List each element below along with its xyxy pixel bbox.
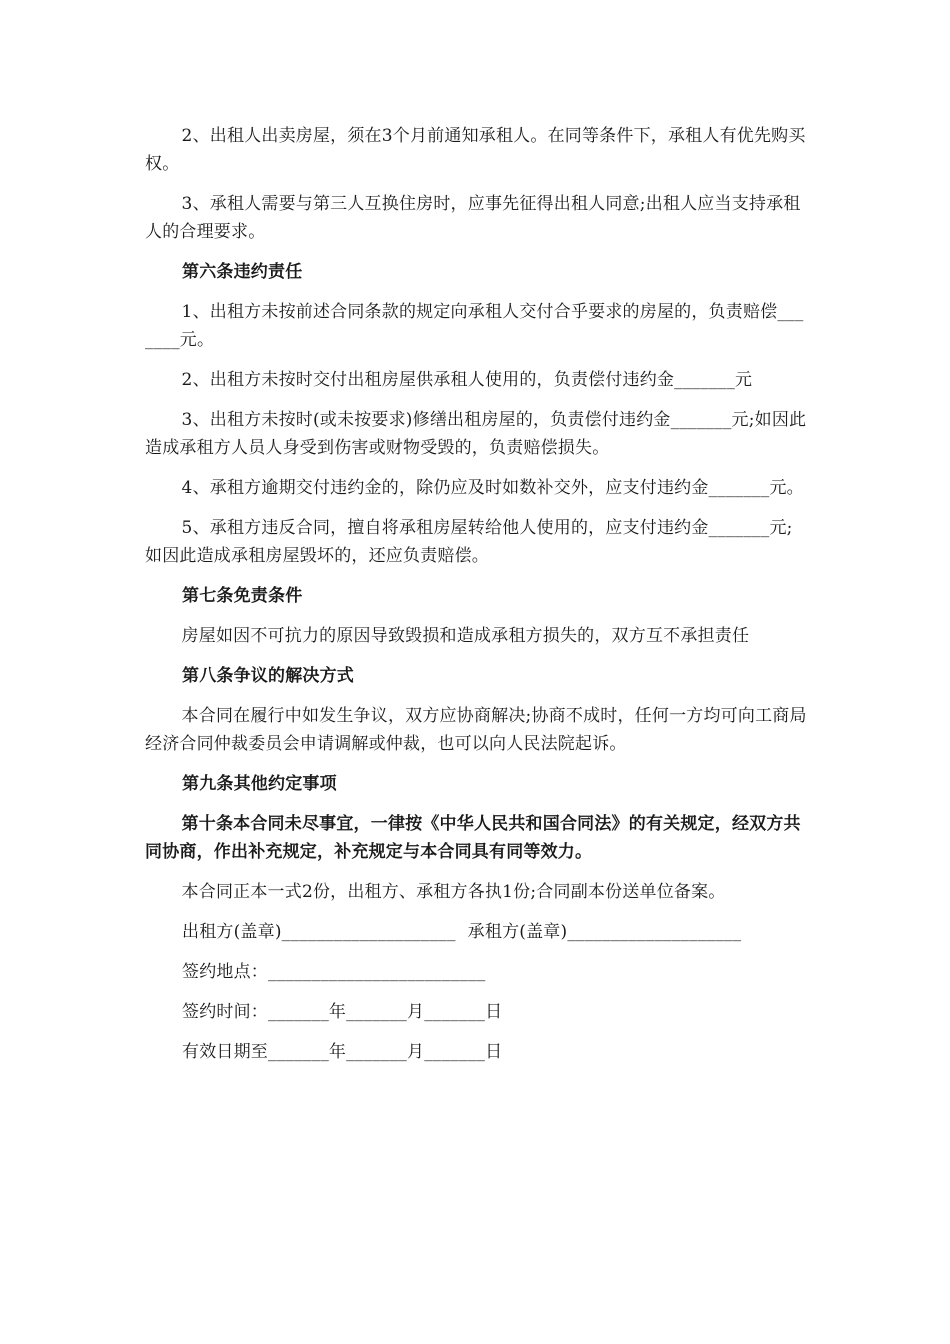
signing-place: 签约地点：_________________________ [182,962,486,982]
copies-statement: 本合同正本一式2份，出租方、承租方各执1份;合同副本份送单位备案。 [181,882,726,902]
article-6-item-3: 3、出租方未按时(或未按要求)修缮出租房屋的，负责偿付违约金_______元;如因此造成承租方人员人身受到伤害或财物受毁的，负责赔偿损失。 [145,410,807,458]
contract-page [145,122,808,1078]
article-8-body: 本合同在履行中如发生争议，双方应协商解决;协商不成时，任何一方均可向工商局经济合同仲裁委员会申请调解或仲裁，也可以向人民法院起诉。 [145,706,807,754]
article-7-title: 第七条免责条件 [182,586,303,606]
article-6-item-2: 2、出租方未按时交付出租房屋供承租人使用的，负责偿付违约金_______元 [181,370,753,390]
lessee-signature: 承租方(盖章)____________________ [467,922,742,942]
article-10-body: 第十条本合同未尽事宜，一律按《中华人民共和国合同法》的有关规定，经双方共同协商，作出补充规定，补充规定与本合同具有同等效力。 [145,814,801,862]
signing-time: 签约时间：_______年_______月_______日 [182,1002,503,1022]
lessor-signature: 出租方(盖章)____________________ [182,922,456,942]
article-6-title: 第六条违约责任 [182,262,303,282]
clause-5-item-3: 3、承租人需要与第三人互换住房时，应事先征得出租人同意;出租人应当支持承租人的合理要求。 [145,194,801,242]
article-8-title: 第八条争议的解决方式 [182,666,354,686]
article-6-item-5: 5、承租方违反合同，擅自将承租房屋转给他人使用的，应支付违约金_______元;如因此造成承租房屋毁坏的，还应负责赔偿。 [145,518,793,566]
article-6-item-1: 1、出租方未按前述合同条款的规定向承租人交付合乎要求的房屋的，负责赔偿_______元。 [145,302,804,350]
article-7-body: 房屋如因不可抗力的原因导致毁损和造成承租方损失的，双方互不承担责任 [181,626,750,646]
article-9-title: 第九条其他约定事项 [182,774,337,794]
article-6-item-4: 4、承租方逾期交付违约金的，除仍应及时如数补交外，应支付违约金_______元。 [181,478,804,498]
clause-5-item-2: 2、出租人出卖房屋，须在3个月前通知承租人。在同等条件下，承租人有优先购买权。 [145,126,806,174]
signature-parties-line [145,918,808,946]
valid-until: 有效日期至_______年_______月_______日 [182,1042,503,1062]
